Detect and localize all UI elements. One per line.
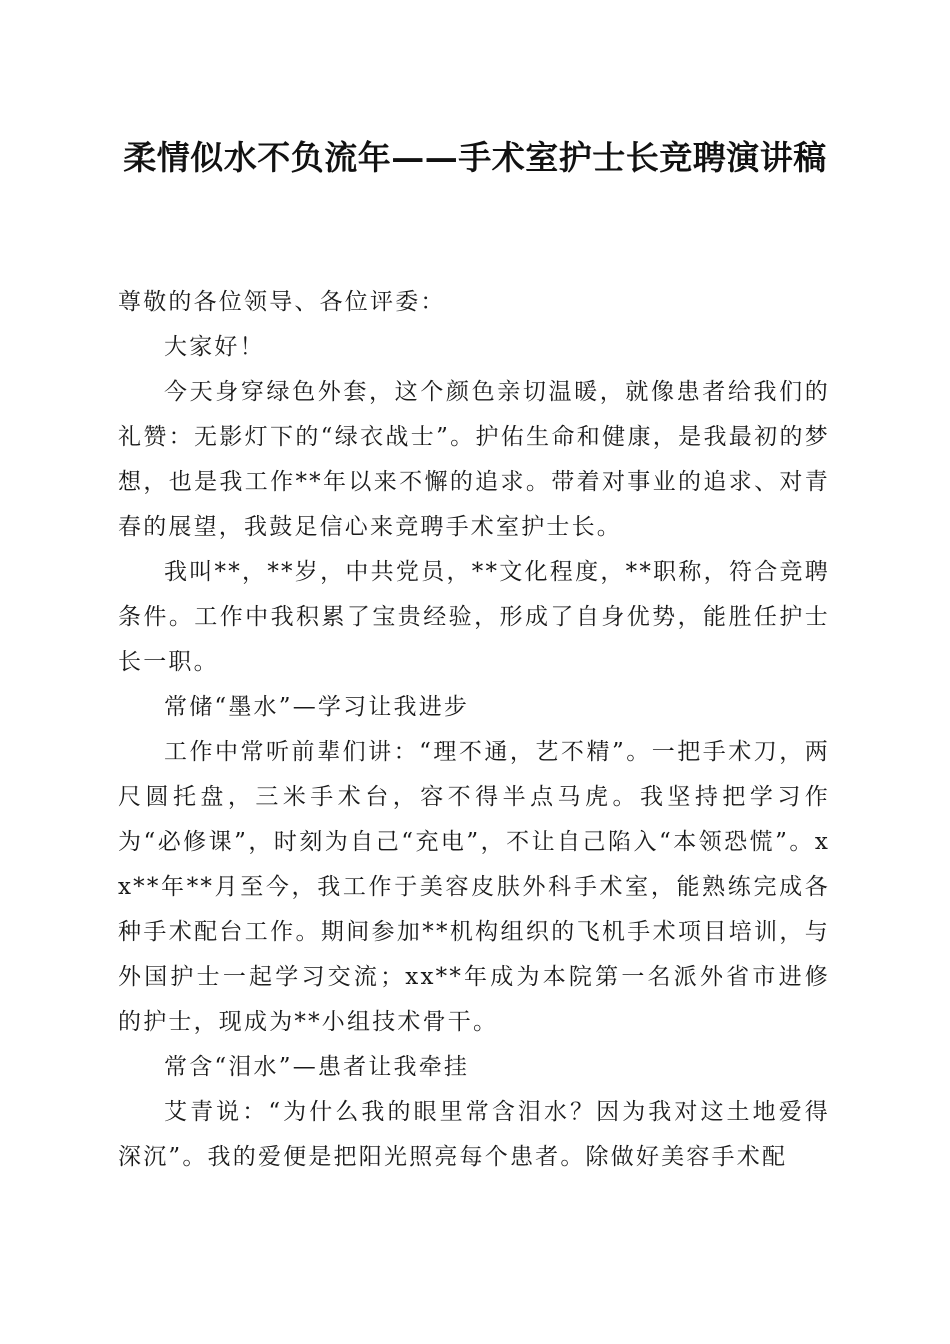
greeting: 大家好！ — [164, 334, 265, 360]
document-title: 柔情似水不负流年——手术室护士长竞聘演讲稿 — [123, 138, 827, 177]
salutation: 尊敬的各位领导、各位评委： — [118, 289, 446, 315]
paragraph-self-introduction: 我叫**，**岁，中共党员，**文化程度，**职称，符合竞聘条件。工作中我积累了宝贵经验，形成了自身优势，能胜任护士长一职。 — [118, 559, 830, 675]
paragraph-intro: 今天身穿绿色外套，这个颜色亲切温暖，就像患者给我们的礼赞：无影灯下的“绿衣战士”。护佑生命和健康，是我最初的梦想，也是我工作**年以来不懈的追求。带着对事业的追求、对青春的展望，我鼓足信心来竞聘手术室护士长。 — [118, 379, 830, 540]
paragraph-patients: 艾青说：“为什么我的眼里常含泪水？因为我对这土地爱得深沉”。我的爱便是把阳光照亮每个患者。除做好美容手术配 — [118, 1099, 830, 1170]
document-body — [118, 280, 830, 1180]
section-heading-learning: 常储“墨水”—学习让我进步 — [164, 694, 470, 720]
section-heading-patients: 常含“泪水”—患者让我牵挂 — [164, 1054, 470, 1080]
paragraph-learning: 工作中常听前辈们讲：“理不通，艺不精”。一把手术刀，两尺圆托盘，三米手术台，容不得半点马虎。我坚持把学习作为“必修课”，时刻为自己“充电”，不让自己陷入“本领恐慌”。xx**年**月至今，我工作于美容皮肤外科手术室，能熟练完成各种手术配台工作。期间参加**机构组织的飞机手术项目培训，与外国护士一起学习交流；xx**年成为本院第一名派外省市进修的护士，现成为**小组技术骨干。 — [118, 739, 830, 1035]
